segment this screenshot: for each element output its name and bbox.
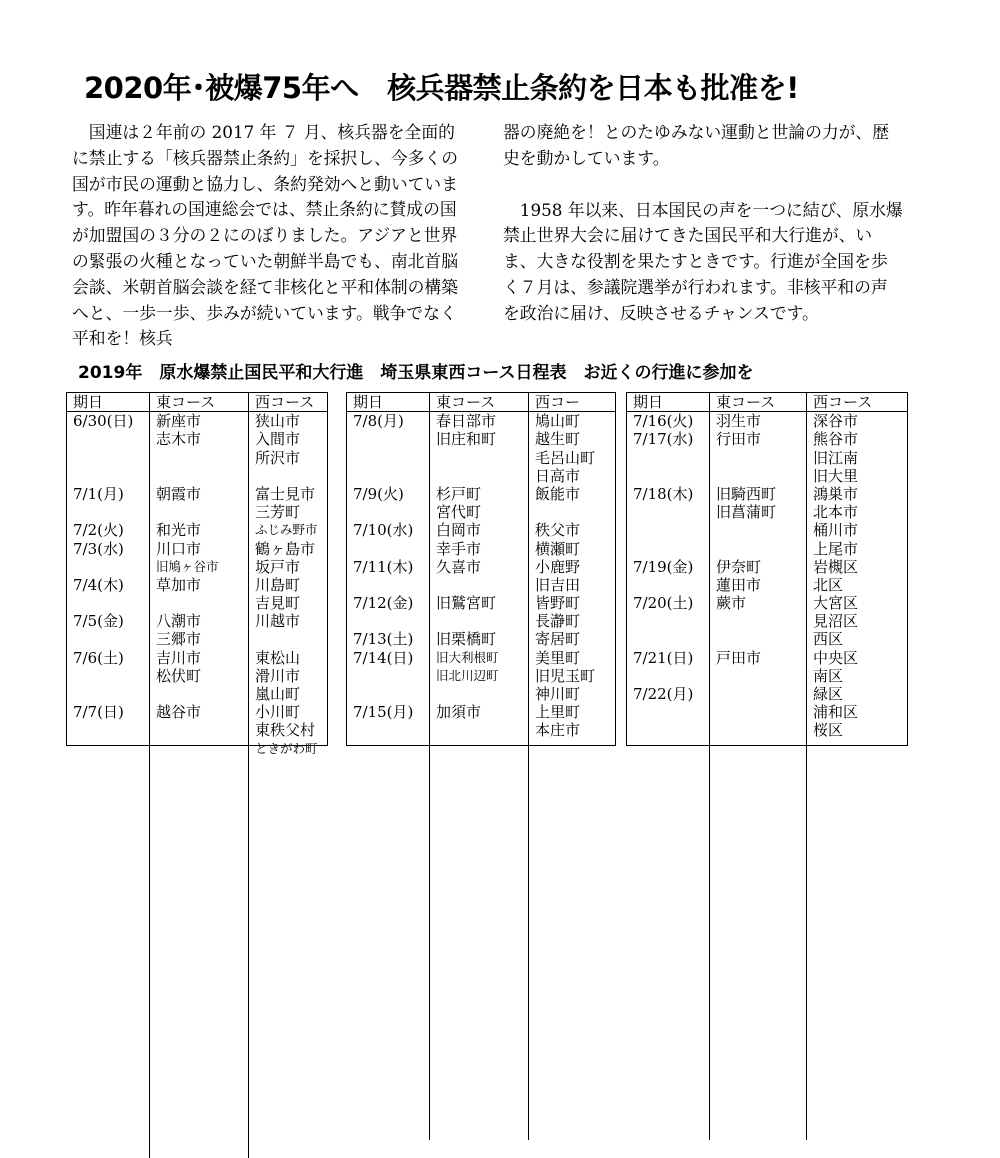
east-course-cell: 行田市 [710,430,807,448]
table-row [627,503,907,521]
west-course-cell: 寄居町 [535,630,581,649]
table-row [627,558,907,576]
date-cell [67,558,150,576]
date-cell: 7/12(金) [347,594,430,612]
east-course-cell [150,594,249,612]
table-row [347,685,615,703]
west-course-cell: 東秩父村 [255,721,316,740]
east-course-cell [430,449,529,467]
table-row [627,467,907,485]
date-cell: 7/11(木) [347,558,430,576]
date-cell: 7/13(土) [347,630,430,648]
east-course-cell [150,685,249,703]
west-course-cell: 嵐山町 [255,685,301,703]
table-row [67,521,327,539]
west-course-cell: ときがわ町 [255,740,318,756]
table-row [67,630,327,648]
west-course-cell: 皆野町 [535,594,581,613]
east-course-cell: 旧菖蒲町 [710,503,807,521]
date-cell [67,685,150,703]
east-course-cell: 和光市 [150,521,249,539]
west-course-cell: 入間市 [255,430,301,449]
table-row [347,576,615,594]
table-row [67,467,327,485]
empty-cell [150,758,249,1158]
east-course-cell [150,721,249,739]
table-row [67,558,327,576]
table-row [67,703,327,721]
schedule-table-1 [66,392,328,756]
east-course-cell: 川口市 [150,540,249,558]
table-row [67,685,327,703]
date-cell [347,449,430,467]
east-course-cell: 旧大利根町 [430,649,529,667]
east-course-cell [710,540,807,558]
table-row [67,740,327,758]
east-course-cell: 旧鷲宮町 [430,594,529,612]
east-course-cell [430,612,529,630]
date-cell [627,703,710,721]
table-row [347,540,615,558]
west-course-cell: 旧吉田 [535,575,581,594]
table-row [627,449,907,467]
east-course-cell: 草加市 [150,576,249,594]
table-row [347,612,615,630]
table-row [627,667,907,685]
east-course-cell: 羽生市 [710,412,807,430]
east-course-cell [710,612,807,630]
date-cell: 7/16(火) [627,412,710,430]
table-row [347,449,615,467]
west-course-cell: 見沼区 [813,612,859,631]
west-course-cell: 鴻巣市 [813,484,859,503]
schedule-table-3 [626,392,908,746]
east-course-cell [150,467,249,485]
east-course-cell: 春日部市 [430,412,529,430]
west-course-cell: 飯能市 [535,484,581,503]
table-row [627,576,907,594]
table-row [347,594,615,612]
date-cell [67,667,150,685]
east-course-cell: 旧北川辺町 [430,667,529,685]
empty-cell [807,740,907,1140]
date-cell: 7/8(月) [347,412,430,430]
east-course-cell: 旧庄和町 [430,430,529,448]
table-row [347,430,615,448]
date-cell: 7/5(金) [67,612,150,630]
east-course-cell [710,449,807,467]
east-course-cell: 戸田市 [710,649,807,667]
date-cell [347,467,430,485]
east-course-cell: 蓮田市 [710,576,807,594]
west-course-cell: 横瀬町 [535,539,581,558]
east-course-cell [710,521,807,539]
east-course-cell [430,721,529,739]
table-filler [67,758,327,1158]
table-row [67,721,327,739]
date-cell [627,540,710,558]
west-course-cell: 川越市 [255,612,301,631]
east-course-cell [710,630,807,648]
table-row [347,721,615,739]
east-course-cell [710,667,807,685]
west-course-cell: 坂戸市 [255,557,301,576]
table-row [67,612,327,630]
east-course-cell: 三郷市 [150,630,249,648]
west-course-cell: 熊谷市 [813,430,859,449]
east-course-header: 東コース [710,393,807,411]
east-course-cell [710,703,807,721]
east-course-cell: 吉川市 [150,649,249,667]
date-cell [67,467,150,485]
west-course-cell: 浦和区 [813,703,859,722]
west-course-cell: 旧大里 [813,466,859,485]
west-course-cell: 狭山市 [255,412,301,431]
east-course-cell [150,740,249,758]
west-course-cell: 日高市 [535,466,581,485]
west-course-cell: 旧江南 [813,448,859,467]
date-cell: 7/21(日) [627,649,710,667]
table-row [627,649,907,667]
date-cell [347,667,430,685]
date-cell [347,685,430,703]
date-cell: 7/7(日) [67,703,150,721]
date-cell: 7/9(火) [347,485,430,503]
date-cell [347,576,430,594]
west-course-cell [249,630,327,648]
date-cell: 7/18(木) [627,485,710,503]
east-course-cell: 加須市 [430,703,529,721]
date-cell: 7/3(水) [67,540,150,558]
west-course-cell: 緑区 [813,685,844,703]
east-course-cell: 新座市 [150,412,249,430]
east-course-cell: 旧騎西町 [710,485,807,503]
west-course-cell: 東松山 [255,648,301,667]
article-paragraph: 器の廃絶を！とのたゆみない運動と世論の力が、歴史を動かしています。 [503,122,889,168]
table-row [347,485,615,503]
date-header: 期日 [627,393,710,411]
date-cell: 7/4(木) [67,576,150,594]
table-row [347,558,615,576]
date-cell: 6/30(日) [67,412,150,430]
east-course-cell [710,467,807,485]
table-row [627,521,907,539]
table-row [67,503,327,521]
east-course-header: 東コース [430,393,529,411]
date-cell: 7/10(水) [347,521,430,539]
table-row [627,685,907,703]
date-cell [627,576,710,594]
table-row [627,485,907,503]
date-cell: 7/6(土) [67,649,150,667]
date-cell [347,540,430,558]
date-cell [627,612,710,630]
empty-cell [249,758,327,1158]
table-row [347,667,615,685]
date-header: 期日 [347,393,430,411]
table-row [627,540,907,558]
date-cell [67,721,150,739]
west-course-cell: 三芳町 [255,503,301,522]
west-course-cell: 小鹿野 [535,557,581,576]
table-row [627,703,907,721]
west-course-cell: 神川町 [535,685,581,703]
table-row [347,503,615,521]
west-course-cell: 北本市 [813,503,859,522]
east-course-cell: 八潮市 [150,612,249,630]
date-cell: 7/14(日) [347,649,430,667]
empty-cell [67,758,150,1158]
east-course-cell: 久喜市 [430,558,529,576]
table-row [67,667,327,685]
west-course-cell [249,467,327,485]
east-course-cell: 朝霞市 [150,485,249,503]
east-course-cell: 幸手市 [430,540,529,558]
west-course-cell: 南区 [813,666,844,685]
table-row [627,630,907,648]
date-cell [627,667,710,685]
article-paragraph: 1958 年以来、日本国民の声を一つに結び、原水爆禁止世界大会に届けてきた国民平和大行進が、いま、大きな役割を果たすときです。行進が全国を歩く７月は、参議院選挙が行われます。非核平和の声を政治に届け、反映させるチャンスです。 [503,199,903,323]
east-course-cell: 旧栗橋町 [430,630,529,648]
west-course-cell: 所沢市 [255,448,301,467]
east-course-cell: 杉戸町 [430,485,529,503]
east-course-cell [430,685,529,703]
table-row [67,485,327,503]
schedule-table-2 [346,392,616,746]
west-course-cell: 北区 [813,575,844,594]
date-cell: 7/15(月) [347,703,430,721]
west-course-cell: 長瀞町 [535,612,581,631]
west-course-cell: 川島町 [255,575,301,594]
date-cell [627,503,710,521]
west-course-cell: 越生町 [535,430,581,449]
table-row [347,703,615,721]
date-cell [67,449,150,467]
table-row [347,630,615,648]
table-filler [347,740,615,1140]
west-course-cell: 富士見市 [255,484,316,503]
west-course-cell: 美里町 [535,648,581,667]
date-cell: 7/20(土) [627,594,710,612]
table-row [67,412,327,430]
west-course-cell: 鶴ヶ島市 [255,539,316,558]
empty-cell [710,740,807,1140]
east-course-cell: 蕨市 [710,594,807,612]
schedule-title: 2019年 原水爆禁止国民平和大行進 埼玉県東西コース日程表 お近くの行進に参加を [78,363,754,383]
table-row [67,594,327,612]
east-course-cell [150,449,249,467]
date-cell [627,449,710,467]
table-header-row [347,393,615,412]
east-course-cell: 伊奈町 [710,558,807,576]
west-course-header: 西コース [813,393,873,411]
article-paragraph: 国連は２年前の 2017 年 ７ 月、核兵器を全面的に禁止する「核兵器禁止条約」を採択し、今多くの国が市民の運動と協力し、条約発効へと動いています。昨年暮れの国連総会では、禁止条約に賛成の国が加盟国の３分の２にのぼりました。アジアと世界の緊張の火種となっていた朝鮮半島でも、南北首脳会談、米朝首脳会談を経て非核化と平和体制の構築へと、一歩一歩、歩みが続いています。戦争でなく平和を！核兵 [72,122,458,349]
table-row [67,540,327,558]
west-course-cell: ふじみ野市 [255,522,318,538]
date-cell: 7/17(水) [627,430,710,448]
date-cell [627,521,710,539]
date-cell [347,503,430,521]
date-cell [347,430,430,448]
date-cell [627,721,710,739]
table-row [67,430,327,448]
date-cell [627,467,710,485]
west-course-cell: 深谷市 [813,412,859,431]
west-course-header: 西コー [535,393,581,411]
west-course-cell: 上里町 [535,703,581,722]
table-row [347,412,615,430]
east-course-cell: 志木市 [150,430,249,448]
west-course-cell [529,503,615,521]
east-course-cell [710,721,807,739]
empty-cell [347,740,430,1140]
east-course-cell: 宮代町 [430,503,529,521]
table-row [627,594,907,612]
table-row [347,467,615,485]
table-row [627,412,907,430]
west-course-cell: 本庄市 [535,721,581,740]
west-course-cell: 吉見町 [255,594,301,613]
date-cell [67,594,150,612]
east-course-cell [710,685,807,703]
table-row [627,721,907,739]
article-right-column [503,120,903,327]
table-header-row [627,393,907,412]
west-course-cell: 毛呂山町 [535,448,596,467]
date-header: 期日 [67,393,150,411]
west-course-cell: 桜区 [813,721,844,740]
west-course-header: 西コース [255,393,315,411]
east-course-cell [430,467,529,485]
east-course-cell [150,503,249,521]
date-cell [67,740,150,758]
east-course-cell: 白岡市 [430,521,529,539]
west-course-cell: 桶川市 [813,521,859,540]
date-cell [67,430,150,448]
date-cell [627,630,710,648]
east-course-cell: 旧鳩ヶ谷市 [150,558,249,576]
west-course-cell: 中央区 [813,648,859,667]
west-course-cell: 西区 [813,630,844,649]
west-course-cell: 岩槻区 [813,557,859,576]
east-course-header: 東コース [150,393,249,411]
date-cell [67,630,150,648]
date-cell [347,612,430,630]
table-row [347,521,615,539]
empty-cell [529,740,615,1140]
table-row [347,649,615,667]
west-course-cell: 大宮区 [813,594,859,613]
east-course-cell [430,576,529,594]
table-row [67,576,327,594]
date-cell [67,503,150,521]
empty-cell [430,740,529,1140]
east-course-cell: 松伏町 [150,667,249,685]
west-course-cell: 滑川市 [255,666,301,685]
date-cell [347,721,430,739]
table-row [627,430,907,448]
table-row [627,612,907,630]
table-row [67,649,327,667]
west-course-cell: 旧児玉町 [535,666,596,685]
headline: 2020年･被爆75年へ 核兵器禁止条約を日本も批准を! [84,71,799,105]
date-cell: 7/2(火) [67,521,150,539]
west-course-cell: 小川町 [255,703,301,722]
east-course-cell: 越谷市 [150,703,249,721]
table-filler [627,740,907,1140]
table-row [67,449,327,467]
table-header-row [67,393,327,412]
date-cell: 7/1(月) [67,485,150,503]
west-course-cell: 鳩山町 [535,412,581,431]
west-course-cell: 秩父市 [535,521,581,540]
empty-cell [627,740,710,1140]
date-cell: 7/22(月) [627,685,710,703]
date-cell: 7/19(金) [627,558,710,576]
article-left-column [72,120,470,352]
west-course-cell: 上尾市 [813,539,859,558]
